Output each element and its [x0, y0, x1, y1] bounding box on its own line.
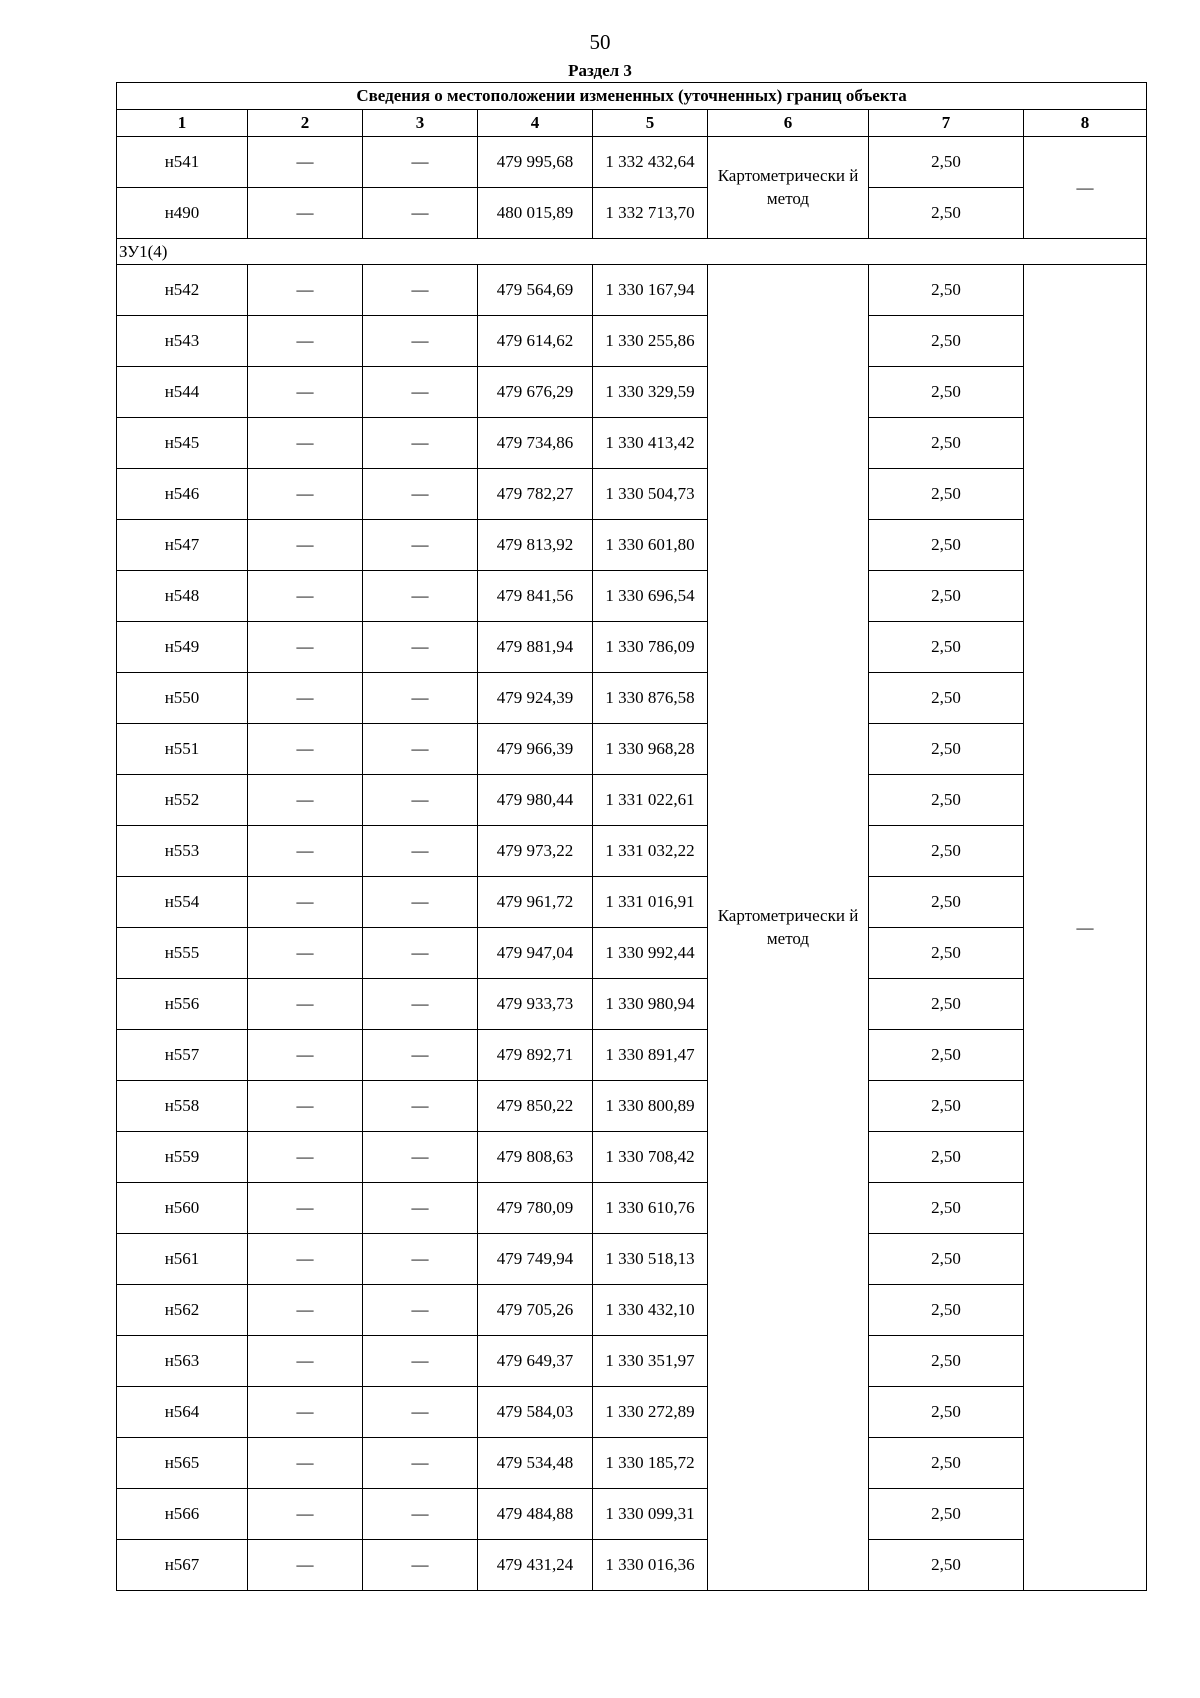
coord-x-cell: 479 534,48	[478, 1438, 593, 1489]
col2-cell: —	[248, 826, 363, 877]
coord-x-cell: 479 973,22	[478, 826, 593, 877]
col2-cell: —	[248, 1540, 363, 1591]
col3-cell: —	[363, 1285, 478, 1336]
col2-cell: —	[248, 1438, 363, 1489]
point-name-cell: н549	[117, 622, 248, 673]
point-name-cell: н548	[117, 571, 248, 622]
coord-y-cell: 1 330 016,36	[593, 1540, 708, 1591]
column-header-2: 2	[248, 110, 363, 137]
point-name-cell: н544	[117, 367, 248, 418]
coord-y-cell: 1 330 167,94	[593, 265, 708, 316]
col3-cell: —	[363, 724, 478, 775]
table-row	[117, 877, 1147, 928]
coord-y-cell: 1 330 786,09	[593, 622, 708, 673]
table-row	[117, 724, 1147, 775]
col3-cell: —	[363, 1438, 478, 1489]
col3-cell: —	[363, 1336, 478, 1387]
table-row	[117, 1540, 1147, 1591]
table-row	[117, 1081, 1147, 1132]
col7-cell: 2,50	[869, 1030, 1024, 1081]
col7-cell: 2,50	[869, 367, 1024, 418]
col3-cell: —	[363, 469, 478, 520]
table-row	[117, 469, 1147, 520]
col7-cell: 2,50	[869, 673, 1024, 724]
col7-cell: 2,50	[869, 1081, 1024, 1132]
col2-cell: —	[248, 1081, 363, 1132]
coord-x-cell: 479 649,37	[478, 1336, 593, 1387]
coord-y-cell: 1 330 992,44	[593, 928, 708, 979]
point-name-cell: н552	[117, 775, 248, 826]
coord-y-cell: 1 330 968,28	[593, 724, 708, 775]
table-row	[117, 367, 1147, 418]
col7-cell: 2,50	[869, 469, 1024, 520]
coord-y-cell: 1 330 610,76	[593, 1183, 708, 1234]
col3-cell: —	[363, 137, 478, 188]
col7-cell: 2,50	[869, 418, 1024, 469]
point-name-cell: н550	[117, 673, 248, 724]
col3-cell: —	[363, 979, 478, 1030]
coord-x-cell: 479 749,94	[478, 1234, 593, 1285]
table-row	[117, 1030, 1147, 1081]
col2-cell: —	[248, 1489, 363, 1540]
col2-cell: —	[248, 469, 363, 520]
col2-cell: —	[248, 265, 363, 316]
table-row	[117, 265, 1147, 316]
col3-cell: —	[363, 520, 478, 571]
coord-y-cell: 1 330 099,31	[593, 1489, 708, 1540]
coord-x-cell: 479 676,29	[478, 367, 593, 418]
point-name-cell: н553	[117, 826, 248, 877]
point-name-cell: н542	[117, 265, 248, 316]
col7-cell: 2,50	[869, 1540, 1024, 1591]
column-header-1: 1	[117, 110, 248, 137]
point-name-cell: н551	[117, 724, 248, 775]
column-header-8: 8	[1024, 110, 1147, 137]
coord-y-cell: 1 331 032,22	[593, 826, 708, 877]
coord-y-cell: 1 330 696,54	[593, 571, 708, 622]
col7-cell: 2,50	[869, 877, 1024, 928]
point-name-cell: н566	[117, 1489, 248, 1540]
coord-x-cell: 479 614,62	[478, 316, 593, 367]
coord-x-cell: 479 484,88	[478, 1489, 593, 1540]
col2-cell: —	[248, 1234, 363, 1285]
point-name-cell: н561	[117, 1234, 248, 1285]
col3-cell: —	[363, 928, 478, 979]
col3-cell: —	[363, 1489, 478, 1540]
col7-cell: 2,50	[869, 775, 1024, 826]
method-cell: Картометрически й метод	[708, 265, 869, 1591]
coord-x-cell: 479 705,26	[478, 1285, 593, 1336]
coord-y-cell: 1 330 800,89	[593, 1081, 708, 1132]
col7-cell: 2,50	[869, 571, 1024, 622]
coord-y-cell: 1 330 185,72	[593, 1438, 708, 1489]
col2-cell: —	[248, 724, 363, 775]
group-label: ЗУ1(4)	[117, 239, 1147, 265]
table-row	[117, 673, 1147, 724]
coord-y-cell: 1 330 504,73	[593, 469, 708, 520]
col2-cell: —	[248, 571, 363, 622]
boundary-coordinates-table	[116, 82, 1147, 1591]
table-row	[117, 137, 1147, 188]
table-row	[117, 1336, 1147, 1387]
point-name-cell: н547	[117, 520, 248, 571]
coord-x-cell: 479 924,39	[478, 673, 593, 724]
table-row	[117, 520, 1147, 571]
coord-x-cell: 480 015,89	[478, 188, 593, 239]
table-row	[117, 1132, 1147, 1183]
col3-cell: —	[363, 418, 478, 469]
col3-cell: —	[363, 826, 478, 877]
col3-cell: —	[363, 265, 478, 316]
col2-cell: —	[248, 1285, 363, 1336]
coord-x-cell: 479 813,92	[478, 520, 593, 571]
col7-cell: 2,50	[869, 928, 1024, 979]
col7-cell: 2,50	[869, 1438, 1024, 1489]
coord-y-cell: 1 330 876,58	[593, 673, 708, 724]
point-name-cell: н565	[117, 1438, 248, 1489]
col3-cell: —	[363, 1234, 478, 1285]
col3-cell: —	[363, 1081, 478, 1132]
coord-y-cell: 1 331 016,91	[593, 877, 708, 928]
coord-y-cell: 1 330 329,59	[593, 367, 708, 418]
table-row	[117, 1387, 1147, 1438]
coord-x-cell: 479 966,39	[478, 724, 593, 775]
table-caption: Сведения о местоположении измененных (уточненных) границ объекта	[117, 83, 1147, 110]
col2-cell: —	[248, 979, 363, 1030]
col2-cell: —	[248, 673, 363, 724]
col2-cell: —	[248, 877, 363, 928]
col2-cell: —	[248, 367, 363, 418]
col7-cell: 2,50	[869, 724, 1024, 775]
point-name-cell: н567	[117, 1540, 248, 1591]
table-row	[117, 775, 1147, 826]
col3-cell: —	[363, 316, 478, 367]
table-row	[117, 188, 1147, 239]
coord-x-cell: 479 881,94	[478, 622, 593, 673]
col3-cell: —	[363, 571, 478, 622]
coord-y-cell: 1 332 713,70	[593, 188, 708, 239]
col7-cell: 2,50	[869, 1336, 1024, 1387]
coord-y-cell: 1 331 022,61	[593, 775, 708, 826]
col2-cell: —	[248, 928, 363, 979]
point-name-cell: н560	[117, 1183, 248, 1234]
table-row	[117, 1438, 1147, 1489]
column-header-7: 7	[869, 110, 1024, 137]
col7-cell: 2,50	[869, 1285, 1024, 1336]
coord-x-cell: 479 782,27	[478, 469, 593, 520]
table-row	[117, 418, 1147, 469]
coord-x-cell: 479 780,09	[478, 1183, 593, 1234]
point-name-cell: н564	[117, 1387, 248, 1438]
coord-x-cell: 479 841,56	[478, 571, 593, 622]
column-header-4: 4	[478, 110, 593, 137]
table-row	[117, 622, 1147, 673]
col2-cell: —	[248, 316, 363, 367]
col2-cell: —	[248, 1336, 363, 1387]
coord-y-cell: 1 330 432,10	[593, 1285, 708, 1336]
point-name-cell: н556	[117, 979, 248, 1030]
point-name-cell: н541	[117, 137, 248, 188]
col7-cell: 2,50	[869, 1489, 1024, 1540]
page-number: 50	[589, 30, 611, 54]
coord-y-cell: 1 330 272,89	[593, 1387, 708, 1438]
col7-cell: 2,50	[869, 826, 1024, 877]
point-name-cell: н557	[117, 1030, 248, 1081]
table-row	[117, 1489, 1147, 1540]
coord-x-cell: 479 980,44	[478, 775, 593, 826]
coord-y-cell: 1 330 708,42	[593, 1132, 708, 1183]
table-row	[117, 928, 1147, 979]
coord-y-cell: 1 330 518,13	[593, 1234, 708, 1285]
col2-cell: —	[248, 520, 363, 571]
col7-cell: 2,50	[869, 265, 1024, 316]
col2-cell: —	[248, 137, 363, 188]
coord-y-cell: 1 332 432,64	[593, 137, 708, 188]
coord-y-cell: 1 330 891,47	[593, 1030, 708, 1081]
column-header-5: 5	[593, 110, 708, 137]
col3-cell: —	[363, 367, 478, 418]
table-row	[117, 571, 1147, 622]
coord-y-cell: 1 330 255,86	[593, 316, 708, 367]
point-name-cell: н490	[117, 188, 248, 239]
point-name-cell: н543	[117, 316, 248, 367]
col7-cell: 2,50	[869, 622, 1024, 673]
col7-cell: 2,50	[869, 1234, 1024, 1285]
col3-cell: —	[363, 1183, 478, 1234]
coord-x-cell: 479 961,72	[478, 877, 593, 928]
col8-cell: —	[1024, 137, 1147, 239]
coord-y-cell: 1 330 413,42	[593, 418, 708, 469]
col7-cell: 2,50	[869, 316, 1024, 367]
group-row	[117, 239, 1147, 265]
col2-cell: —	[248, 622, 363, 673]
section-title: Раздел 3	[568, 61, 632, 80]
method-cell: Картометрически й метод	[708, 137, 869, 239]
coord-x-cell: 479 584,03	[478, 1387, 593, 1438]
col7-cell: 2,50	[869, 979, 1024, 1030]
col2-cell: —	[248, 1183, 363, 1234]
point-name-cell: н555	[117, 928, 248, 979]
coord-x-cell: 479 431,24	[478, 1540, 593, 1591]
coord-x-cell: 479 947,04	[478, 928, 593, 979]
point-name-cell: н546	[117, 469, 248, 520]
col3-cell: —	[363, 1540, 478, 1591]
column-header-3: 3	[363, 110, 478, 137]
coord-y-cell: 1 330 601,80	[593, 520, 708, 571]
col2-cell: —	[248, 775, 363, 826]
col3-cell: —	[363, 188, 478, 239]
table-row	[117, 1183, 1147, 1234]
column-header-6: 6	[708, 110, 869, 137]
col3-cell: —	[363, 775, 478, 826]
point-name-cell: н554	[117, 877, 248, 928]
coord-y-cell: 1 330 351,97	[593, 1336, 708, 1387]
coord-y-cell: 1 330 980,94	[593, 979, 708, 1030]
col7-cell: 2,50	[869, 137, 1024, 188]
col2-cell: —	[248, 1387, 363, 1438]
col3-cell: —	[363, 877, 478, 928]
coord-x-cell: 479 933,73	[478, 979, 593, 1030]
point-name-cell: н562	[117, 1285, 248, 1336]
coord-x-cell: 479 892,71	[478, 1030, 593, 1081]
point-name-cell: н563	[117, 1336, 248, 1387]
coord-x-cell: 479 808,63	[478, 1132, 593, 1183]
col7-cell: 2,50	[869, 188, 1024, 239]
col8-cell: —	[1024, 265, 1147, 1591]
col7-cell: 2,50	[869, 1387, 1024, 1438]
col2-cell: —	[248, 1132, 363, 1183]
coord-x-cell: 479 850,22	[478, 1081, 593, 1132]
col2-cell: —	[248, 188, 363, 239]
coord-x-cell: 479 734,86	[478, 418, 593, 469]
table-row	[117, 1285, 1147, 1336]
col2-cell: —	[248, 1030, 363, 1081]
table-row	[117, 316, 1147, 367]
coord-x-cell: 479 564,69	[478, 265, 593, 316]
col2-cell: —	[248, 418, 363, 469]
col7-cell: 2,50	[869, 1183, 1024, 1234]
point-name-cell: н559	[117, 1132, 248, 1183]
table-row	[117, 826, 1147, 877]
col3-cell: —	[363, 673, 478, 724]
point-name-cell: н558	[117, 1081, 248, 1132]
table-row	[117, 1234, 1147, 1285]
col3-cell: —	[363, 1030, 478, 1081]
col7-cell: 2,50	[869, 520, 1024, 571]
col7-cell: 2,50	[869, 1132, 1024, 1183]
coord-x-cell: 479 995,68	[478, 137, 593, 188]
table-row	[117, 979, 1147, 1030]
point-name-cell: н545	[117, 418, 248, 469]
col3-cell: —	[363, 1132, 478, 1183]
col3-cell: —	[363, 1387, 478, 1438]
col3-cell: —	[363, 622, 478, 673]
